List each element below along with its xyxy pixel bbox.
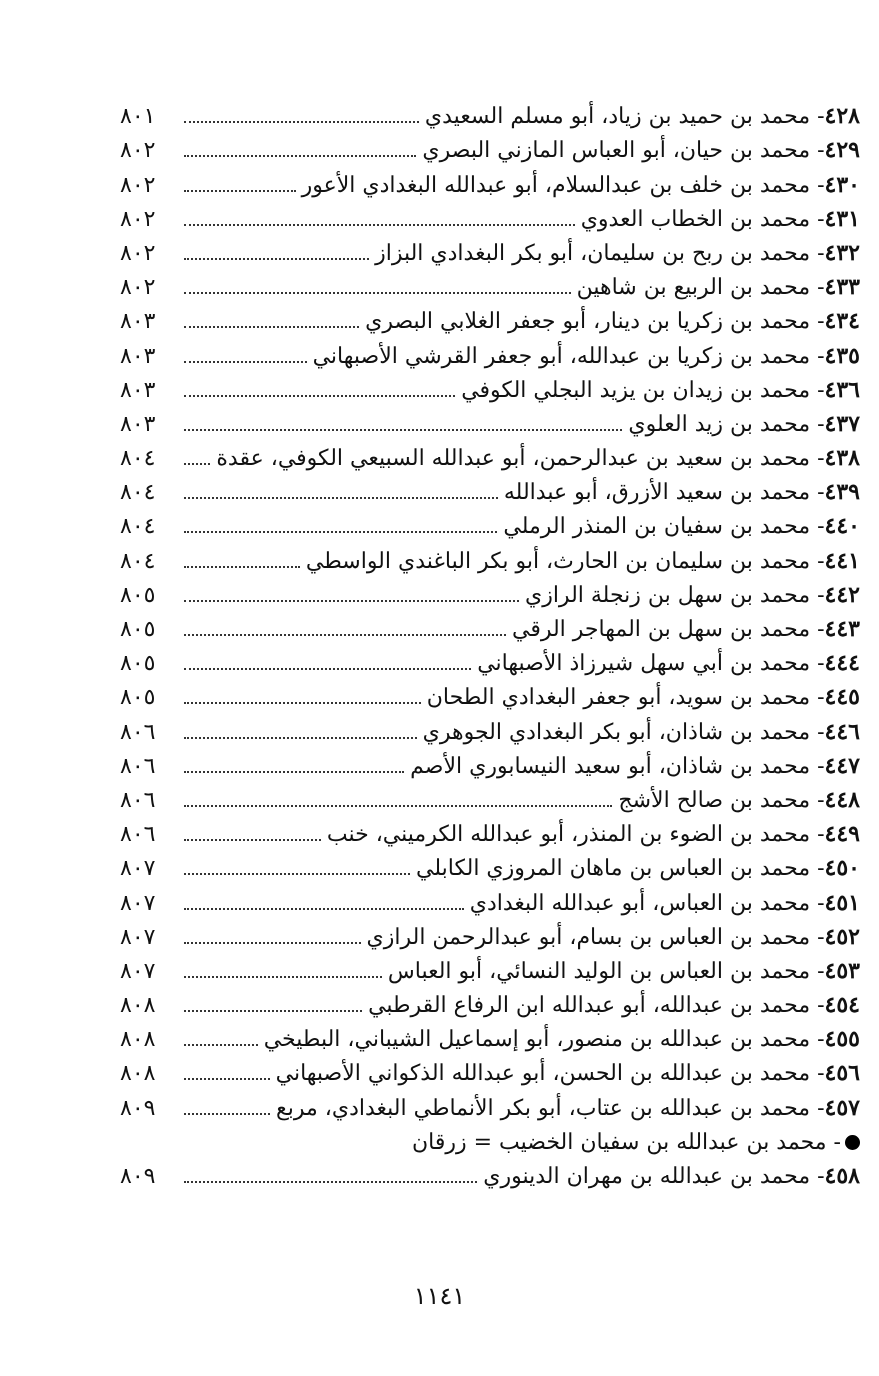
entry-page-number: ٨٠٢ [120,172,156,198]
index-entry [120,953,860,987]
index-entry [120,1021,860,1055]
dot-leader [184,120,419,123]
entry-label: ٤٤٧- محمد بن شاذان، أبو سعيد النيسابوري الأصم [410,752,860,779]
index-entry [120,166,860,200]
entry-page-number: ٨٠٦ [120,719,156,745]
entry-number: ٤٤٨ [824,786,860,813]
dot-leader [184,428,622,431]
entry-number: ٤٥٧ [824,1094,860,1121]
entry-page-number: ٨٠٩ [120,1164,156,1189]
entry-page-number: ٨٠٣ [120,309,156,335]
entry-number: ٤٥١ [824,889,860,916]
dot-leader [184,462,210,465]
dot-leader [184,941,361,944]
dot-leader [184,223,575,226]
dot-leader [184,838,321,841]
entry-name: محمد بن عبدالله، أبو عبدالله ابن الرفاع القرطبي [368,993,811,1019]
entry-label: ٤٣٠- محمد بن خلف بن عبدالسلام، أبو عبدالله البغدادي الأعور [301,171,860,198]
entry-name: محمد بن زكريا بن دينار، أبو جعفر الغلابي البصري [365,309,811,335]
entry-name: محمد بن أبي سهل شيرزاذ الأصبهاني [477,651,811,677]
dot-leader [184,496,498,499]
entry-label: - محمد بن عبدالله بن سفيان الخضيب = زرقان [412,1130,860,1158]
index-entry [120,919,860,953]
entry-name: محمد بن شاذان، أبو بكر البغدادي الجوهري [422,719,811,745]
entry-number: ٤٣٥ [824,342,860,369]
entry-label: ٤٤٣- محمد بن سهل بن المهاجر الرقي [511,616,860,642]
entry-page-number: ٨٠٧ [120,924,156,950]
dot-leader [184,325,359,328]
entry-page-number: ٨٠٤ [120,514,156,540]
entry-page-number: ٨٠١ [120,104,156,130]
index-entry [120,884,860,918]
dot-leader [184,975,382,978]
entry-label: ٤٣٦- محمد بن زيدان بن يزيد البجلي الكوفي [461,376,860,403]
entry-label: ٤٥٨- محمد بن عبدالله بن مهران الدينوري [483,1163,860,1189]
index-entry [120,235,860,269]
index-entry [120,850,860,884]
entry-number: ٤٣١ [824,205,860,232]
entry-page-number [120,1155,178,1158]
entry-number: ٤٤٤ [824,650,860,677]
entry-name: محمد بن العباس بن بسام، أبو عبدالرحمن الرازي [366,924,811,950]
entry-number: ٤٢٨ [824,103,860,130]
index-entry [120,337,860,371]
entry-page-number: ٨٠٢ [120,138,156,164]
entry-name: محمد بن خلف بن عبدالسلام، أبو عبدالله البغدادي الأعور [301,172,811,198]
dot-leader [184,770,404,773]
entry-label: ٤٤٥- محمد بن سويد، أبو جعفر البغدادي الطحان [426,684,860,711]
dot-leader [184,394,455,397]
entry-page-number: ٨٠٨ [120,1061,156,1087]
entry-label: ٤٥٢- محمد بن العباس بن بسام، أبو عبدالرحمن الرازي [366,923,860,950]
entry-label: ٤٥٤- محمد بن عبدالله، أبو عبدالله ابن الرفاع القرطبي [368,992,860,1019]
entry-label: ٤٣٢- محمد بن ربح بن سليمان، أبو بكر البغدادي البزاز [375,239,860,266]
dot-leader [184,189,296,192]
entry-name: محمد بن سفيان بن المنذر الرملي [503,514,811,540]
entry-number: ٤٤٩ [824,821,860,848]
entry-name: محمد بن حميد بن زياد، أبو مسلم السعيدي [424,104,811,130]
entry-label: ٤٣٨- محمد بن سعيد بن عبدالرحمن، أبو عبدالله السبيعي الكوفي، عقدة [216,445,860,472]
dot-leader [184,1180,477,1183]
entry-page-number: ٨٠٨ [120,993,156,1019]
index-entry [120,816,860,850]
entry-page-number: ٨٠٤ [120,480,156,506]
entry-label: ٤٢٨- محمد بن حميد بن زياد، أبو مسلم السعيدي [424,103,860,130]
dot-leader [184,872,410,875]
entry-label: ٤٥٠- محمد بن العباس بن ماهان المروزي الكابلي [416,855,860,882]
entry-label: ٤٣٩- محمد بن سعيد الأزرق، أبو عبدالله [503,479,860,506]
dot-leader [184,667,471,670]
dot-leader [184,599,519,602]
entry-number: ٤٥٨ [824,1163,860,1189]
entry-number: ٤٥٤ [824,992,860,1019]
index-entry [120,132,860,166]
entry-page-number: ٨٠٥ [120,582,156,608]
dot-leader [184,1043,258,1046]
entry-page-number: ٨٠٦ [120,822,156,848]
dot-leader [184,154,416,157]
dot-leader [184,360,307,363]
entry-name: محمد بن سعيد بن عبدالرحمن، أبو عبدالله السبيعي الكوفي، عقدة [216,446,811,472]
dot-leader [184,565,300,568]
entry-name: محمد بن زيدان بن يزيد البجلي الكوفي [461,377,811,403]
entry-number: ٤٣٨ [824,445,860,472]
entry-page-number: ٨٠٥ [120,617,156,642]
entry-label: ٤٣٥- محمد بن زكريا بن عبدالله، أبو جعفر القرشي الأصبهاني [312,342,860,369]
entry-page-number: ٨٠٣ [120,411,156,437]
entry-label: ٤٤٠- محمد بن سفيان بن المنذر الرملي [503,513,860,540]
entry-number: ٤٣٤ [824,308,860,335]
entry-label: ٤٢٩- محمد بن حيان، أبو العباس المازني البصري [422,137,860,164]
index-entry [120,474,860,508]
entry-label: ٤٤٤- محمد بن أبي سهل شيرزاذ الأصبهاني [477,650,860,677]
entry-page-number: ٨٠٢ [120,275,156,301]
entry-number: ٤٥٣ [824,957,860,984]
entry-label: ٤٥٦- محمد بن عبدالله بن الحسن، أبو عبدالله الذكواني الأصبهاني [275,1060,860,1087]
entry-label: ٤٥٧- محمد بن عبدالله بن عتاب، أبو بكر الأنماطي البغدادي، مربع [276,1094,860,1121]
entry-page-number: ٨٠٧ [120,856,156,882]
entry-name: محمد بن سهل بن زنجلة الرازي [524,582,811,608]
entry-number: ٤٣٠ [824,171,860,198]
entry-name: محمد بن سعيد الأزرق، أبو عبدالله [503,480,811,506]
entry-number: ٤٤٧ [824,752,860,779]
entry-page-number: ٨٠٨ [120,1027,156,1053]
index-entry [120,372,860,406]
index-entry [120,98,860,132]
entry-page-number: ٨٠٦ [120,753,156,779]
entry-name: محمد بن سهل بن المهاجر الرقي [511,617,811,642]
entry-number: ٤٤٢ [824,581,860,608]
index-entry [120,679,860,713]
index-entry [120,1124,860,1158]
entry-page-number: ٨٠٥ [120,685,156,711]
entry-name: محمد بن عبدالله بن الحسن، أبو عبدالله الذكواني الأصبهاني [275,1061,811,1087]
entry-number: ٤٣٦ [824,376,860,403]
index-entry [120,611,860,645]
entry-label: ٤٤٩- محمد بن الضوء بن المنذر، أبو عبدالله الكرميني، خنب [326,821,860,848]
entry-number: ٤٣٩ [824,479,860,506]
entry-label: ٤٥١- محمد بن العباس، أبو عبدالله البغدادي [469,889,860,916]
entry-page-number: ٨٠٧ [120,958,156,984]
bullet-icon [845,1135,860,1150]
entry-name: محمد بن الخطاب العدوي [580,206,811,232]
dot-leader [184,530,497,533]
entry-name: محمد بن سويد، أبو جعفر البغدادي الطحان [426,685,811,711]
entry-name: محمد بن عبدالله بن منصور، أبو إسماعيل الشيباني، البطيخي [263,1027,811,1053]
entry-number: ٤٣٢ [824,239,860,266]
entry-label: ٤٤٢- محمد بن سهل بن زنجلة الرازي [524,581,860,608]
entry-name: محمد بن العباس بن ماهان المروزي الكابلي [416,856,811,882]
entry-label: ٤٥٥- محمد بن عبدالله بن منصور، أبو إسماعيل الشيباني، البطيخي [263,1026,860,1053]
entry-page-number: ٨٠٦ [120,787,156,813]
entry-page-number: ٨٠٢ [120,206,156,232]
entry-number: ٤٥٠ [824,855,860,882]
entry-page-number: ٨٠٤ [120,446,156,472]
entry-page-number: ٨٠٢ [120,240,156,266]
dot-leader [184,291,571,294]
page-number: ١١٤١ [413,1282,466,1310]
entry-number: ٤٣٣ [824,274,860,301]
index-entry [120,645,860,679]
entry-page-number: ٨٠٧ [120,890,156,916]
entry-label: ٤٣٣- محمد بن الربيع بن شاهين [576,274,860,301]
entry-name: محمد بن صالح الأشج [618,787,811,813]
dot-leader [184,257,369,260]
index-entry [120,440,860,474]
entry-page-number: ٨٠٣ [120,343,156,369]
dot-leader [184,1148,406,1149]
index-entry [120,1089,860,1123]
entry-name: محمد بن زكريا بن عبدالله، أبو جعفر القرشي الأصبهاني [312,343,811,369]
entry-number: ٤٥٦ [824,1060,860,1087]
entry-number: ٤٤٦ [824,718,860,745]
index-entry [120,508,860,542]
entry-name: محمد بن زيد العلوي [628,411,811,437]
entry-name: محمد بن الضوء بن المنذر، أبو عبدالله الكرميني، خنب [326,822,811,848]
entry-number: ٤٥٥ [824,1026,860,1053]
dot-leader [184,1077,270,1080]
entry-number: ٤٣٧ [824,410,860,437]
index-entry [120,1055,860,1089]
entry-name: محمد بن العباس بن الوليد النسائي، أبو العباس [387,958,811,984]
entry-name: محمد بن العباس، أبو عبدالله البغدادي [469,890,811,916]
entry-label: ٤٣٧- محمد بن زيد العلوي [628,410,860,437]
entry-name: محمد بن شاذان، أبو سعيد النيسابوري الأصم [410,753,811,779]
index-entry [120,303,860,337]
entry-page-number: ٨٠٣ [120,377,156,403]
entry-number: ٤٤٣ [824,616,860,642]
dot-leader [184,701,421,704]
entry-page-number: ٨٠٥ [120,651,156,677]
index-entry [120,713,860,747]
entry-number: ٤٤٥ [824,684,860,711]
entry-page-number: ٨٠٤ [120,548,156,574]
index-entry [120,748,860,782]
entry-name: محمد بن عبدالله بن سفيان الخضيب = زرقان [411,1129,827,1155]
index-entries-list [120,98,860,1192]
dot-leader [184,736,417,739]
index-entry [120,406,860,440]
dot-leader [184,804,612,807]
index-entry [120,577,860,611]
entry-number: ٤٤٠ [824,513,860,540]
entry-name: محمد بن عبدالله بن مهران الدينوري [483,1164,811,1189]
entry-name: محمد بن عبدالله بن عتاب، أبو بكر الأنماطي البغدادي، مربع [276,1095,811,1121]
entry-number: ٤٤١ [824,547,860,574]
index-entry [120,269,860,303]
dot-leader [184,1112,270,1115]
entry-name: محمد بن ربح بن سليمان، أبو بكر البغدادي البزاز [375,240,811,266]
entry-label: ٤٣٤- محمد بن زكريا بن دينار، أبو جعفر الغلابي البصري [365,308,860,335]
entry-label: ٤٤٦- محمد بن شاذان، أبو بكر البغدادي الجوهري [422,718,860,745]
entry-name: محمد بن سليمان بن الحارث، أبو بكر الباغندي الواسطي [305,548,811,574]
index-entry [120,201,860,235]
entry-label: ٤٥٣- محمد بن العباس بن الوليد النسائي، أبو العباس [387,957,860,984]
entry-label: ٤٣١- محمد بن الخطاب العدوي [580,205,860,232]
dot-leader [184,633,506,636]
dot-leader [184,1009,362,1012]
dot-leader [184,907,464,910]
index-entry [120,987,860,1021]
entry-name: محمد بن حيان، أبو العباس المازني البصري [422,138,811,164]
entry-number: ٤٥٢ [824,923,860,950]
entry-name: محمد بن الربيع بن شاهين [576,275,811,301]
entry-label: ٤٤١- محمد بن سليمان بن الحارث، أبو بكر الباغندي الواسطي [305,547,860,574]
index-entry [120,1158,860,1192]
entry-label: ٤٤٨- محمد بن صالح الأشج [618,786,860,813]
entry-number: ٤٢٩ [824,137,860,164]
index-entry [120,782,860,816]
entry-page-number: ٨٠٩ [120,1095,156,1121]
index-entry [120,542,860,576]
